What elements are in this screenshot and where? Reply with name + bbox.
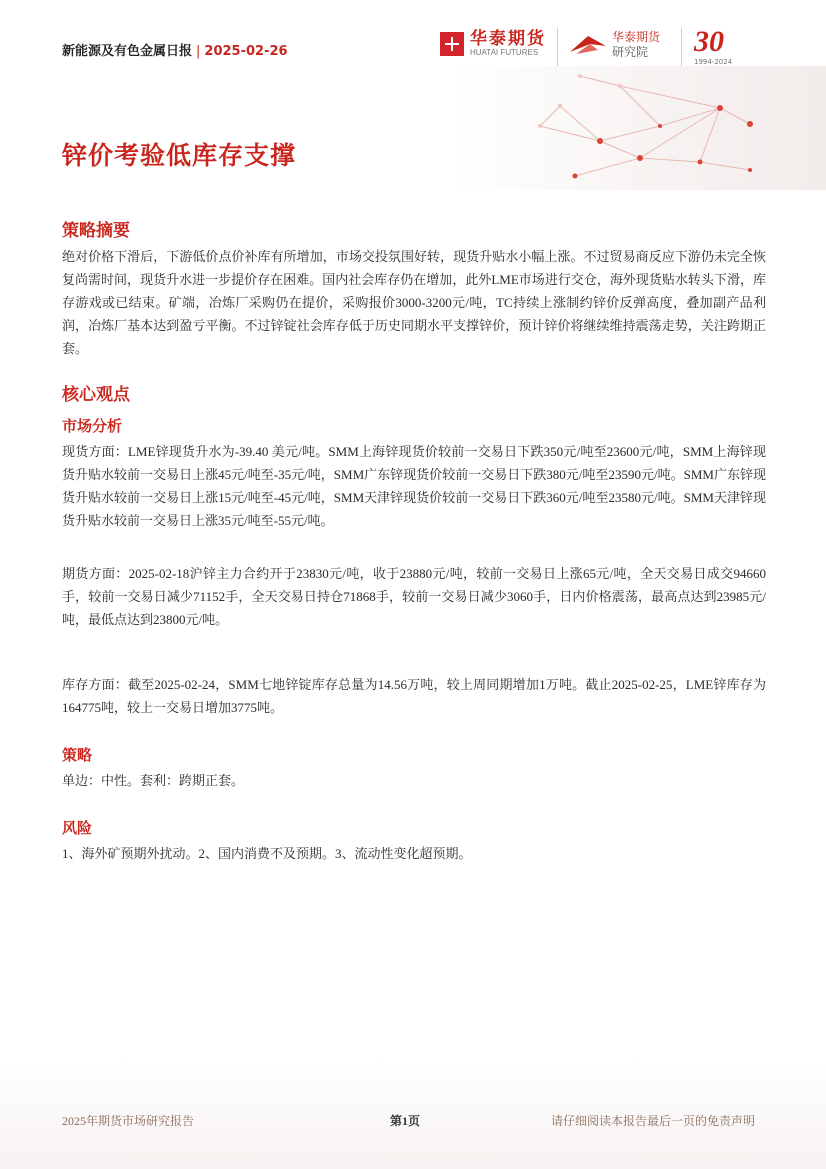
anniversary-years: 1994-2024 <box>694 58 733 66</box>
market-analysis-heading: 市场分析 <box>62 417 123 435</box>
research-line1: 华泰期货 <box>612 30 661 44</box>
footer-disclaimer: 请仔细阅读本报告最后一页的免责声明 <box>551 1114 756 1128</box>
anniversary-30-logo <box>694 26 732 67</box>
core-views <box>62 380 766 532</box>
footer-left: 2025年期货市场研究报告 <box>62 1114 195 1128</box>
inventory-paragraph: 库存方面：截至2025-02-24，SMM七地锌锭库存总量为14.56万吨，较上周同期增加1万吨。截止2025-02-25，LME锌库存为164775吨，较上一交易日增加3775吨。 <box>62 677 766 715</box>
logo-en-text: HUATAI FUTURES <box>470 48 539 57</box>
research-institute-logo <box>568 30 660 60</box>
strategy-heading: 策略 <box>62 746 93 764</box>
logo-divider-2 <box>681 28 682 66</box>
meta-separator: | <box>196 44 201 59</box>
futures-paragraph: 期货方面：2025-02-18沪锌主力合约开于23830元/吨，收于23880元/吨，较前一交易日上涨65元/吨，全天交易日成交94660手，较前一交易日减少71152手，全天交易日持仓71868手，较前一交易日减少3060手，日内价格震荡，最高点达到23985元/吨，最低点达到23800元/吨。 <box>62 566 766 627</box>
research-line2: 研究院 <box>612 45 649 59</box>
report-date: 2025-02-26 <box>204 44 288 59</box>
inventory-section <box>62 673 766 719</box>
page-header <box>0 0 826 190</box>
spot-paragraph: 现货方面：LME锌现货升水为-39.40 美元/吨。SMM上海锌现货价较前一交易日下跌350元/吨至23600元/吨，SMM上海锌现货升贴水较前一交易日上涨45元/吨至-35元/吨，SMM广东锌现货价较前一交易日下跌380元/吨至23590元/吨。SMM广东锌现货升贴水较前一交易日上涨15元/吨至-45元/吨，SMM天津锌现货价较前一交易日下跌360元/吨至23580元/吨。SMM天津锌现货升贴水较前一交易日上涨35元/吨至-55元/吨。 <box>62 444 766 528</box>
page-title: 锌价考验低库存支撑 <box>62 141 297 170</box>
risk-text: 1、海外矿预期外扰动。2、国内消费不及预期。3、流动性变化超预期。 <box>62 846 472 861</box>
logo-cn-text: 华泰期货 <box>470 29 546 49</box>
logo-divider <box>557 28 558 66</box>
futures-section <box>62 562 766 631</box>
huatai-mark-icon <box>440 32 464 56</box>
report-meta <box>62 40 288 59</box>
report-name: 新能源及有色金属日报 <box>62 44 193 59</box>
core-heading: 核心观点 <box>62 385 130 405</box>
risk-section <box>62 817 766 865</box>
strategy-section <box>62 744 766 792</box>
huatai-futures-logo <box>440 30 546 58</box>
footer-page-number: 第1页 <box>390 1114 421 1128</box>
strategy-summary <box>62 216 766 360</box>
summary-heading: 策略摘要 <box>62 221 130 241</box>
summary-text: 绝对价格下滑后，下游低价点价补库有所增加，市场交投氛围好转，现货升贴水小幅上涨。不过贸易商反应下游仍未完全恢复尚需时间，现货升水进一步提价存在困难。国内社会库存仍在增加，此外LME市场进行交仓，海外现货贴水转头下滑，库存游戏或已结束。矿端，冶炼厂采购仍在提价，采购报价3000-3200元/吨，TC持续上涨制约锌价反弹高度，叠加副产品利润，冶炼厂基本达到盈亏平衡。不过锌锭社会库存低于历史同期水平支撑锌价，预计锌价将继续维持震荡走势，关注跨期正套。 <box>62 249 766 356</box>
anniversary-number: 30 <box>694 25 724 58</box>
risk-heading: 风险 <box>62 819 93 837</box>
strategy-text: 单边：中性。套利：跨期正套。 <box>62 773 245 788</box>
research-wing-icon <box>568 32 608 58</box>
